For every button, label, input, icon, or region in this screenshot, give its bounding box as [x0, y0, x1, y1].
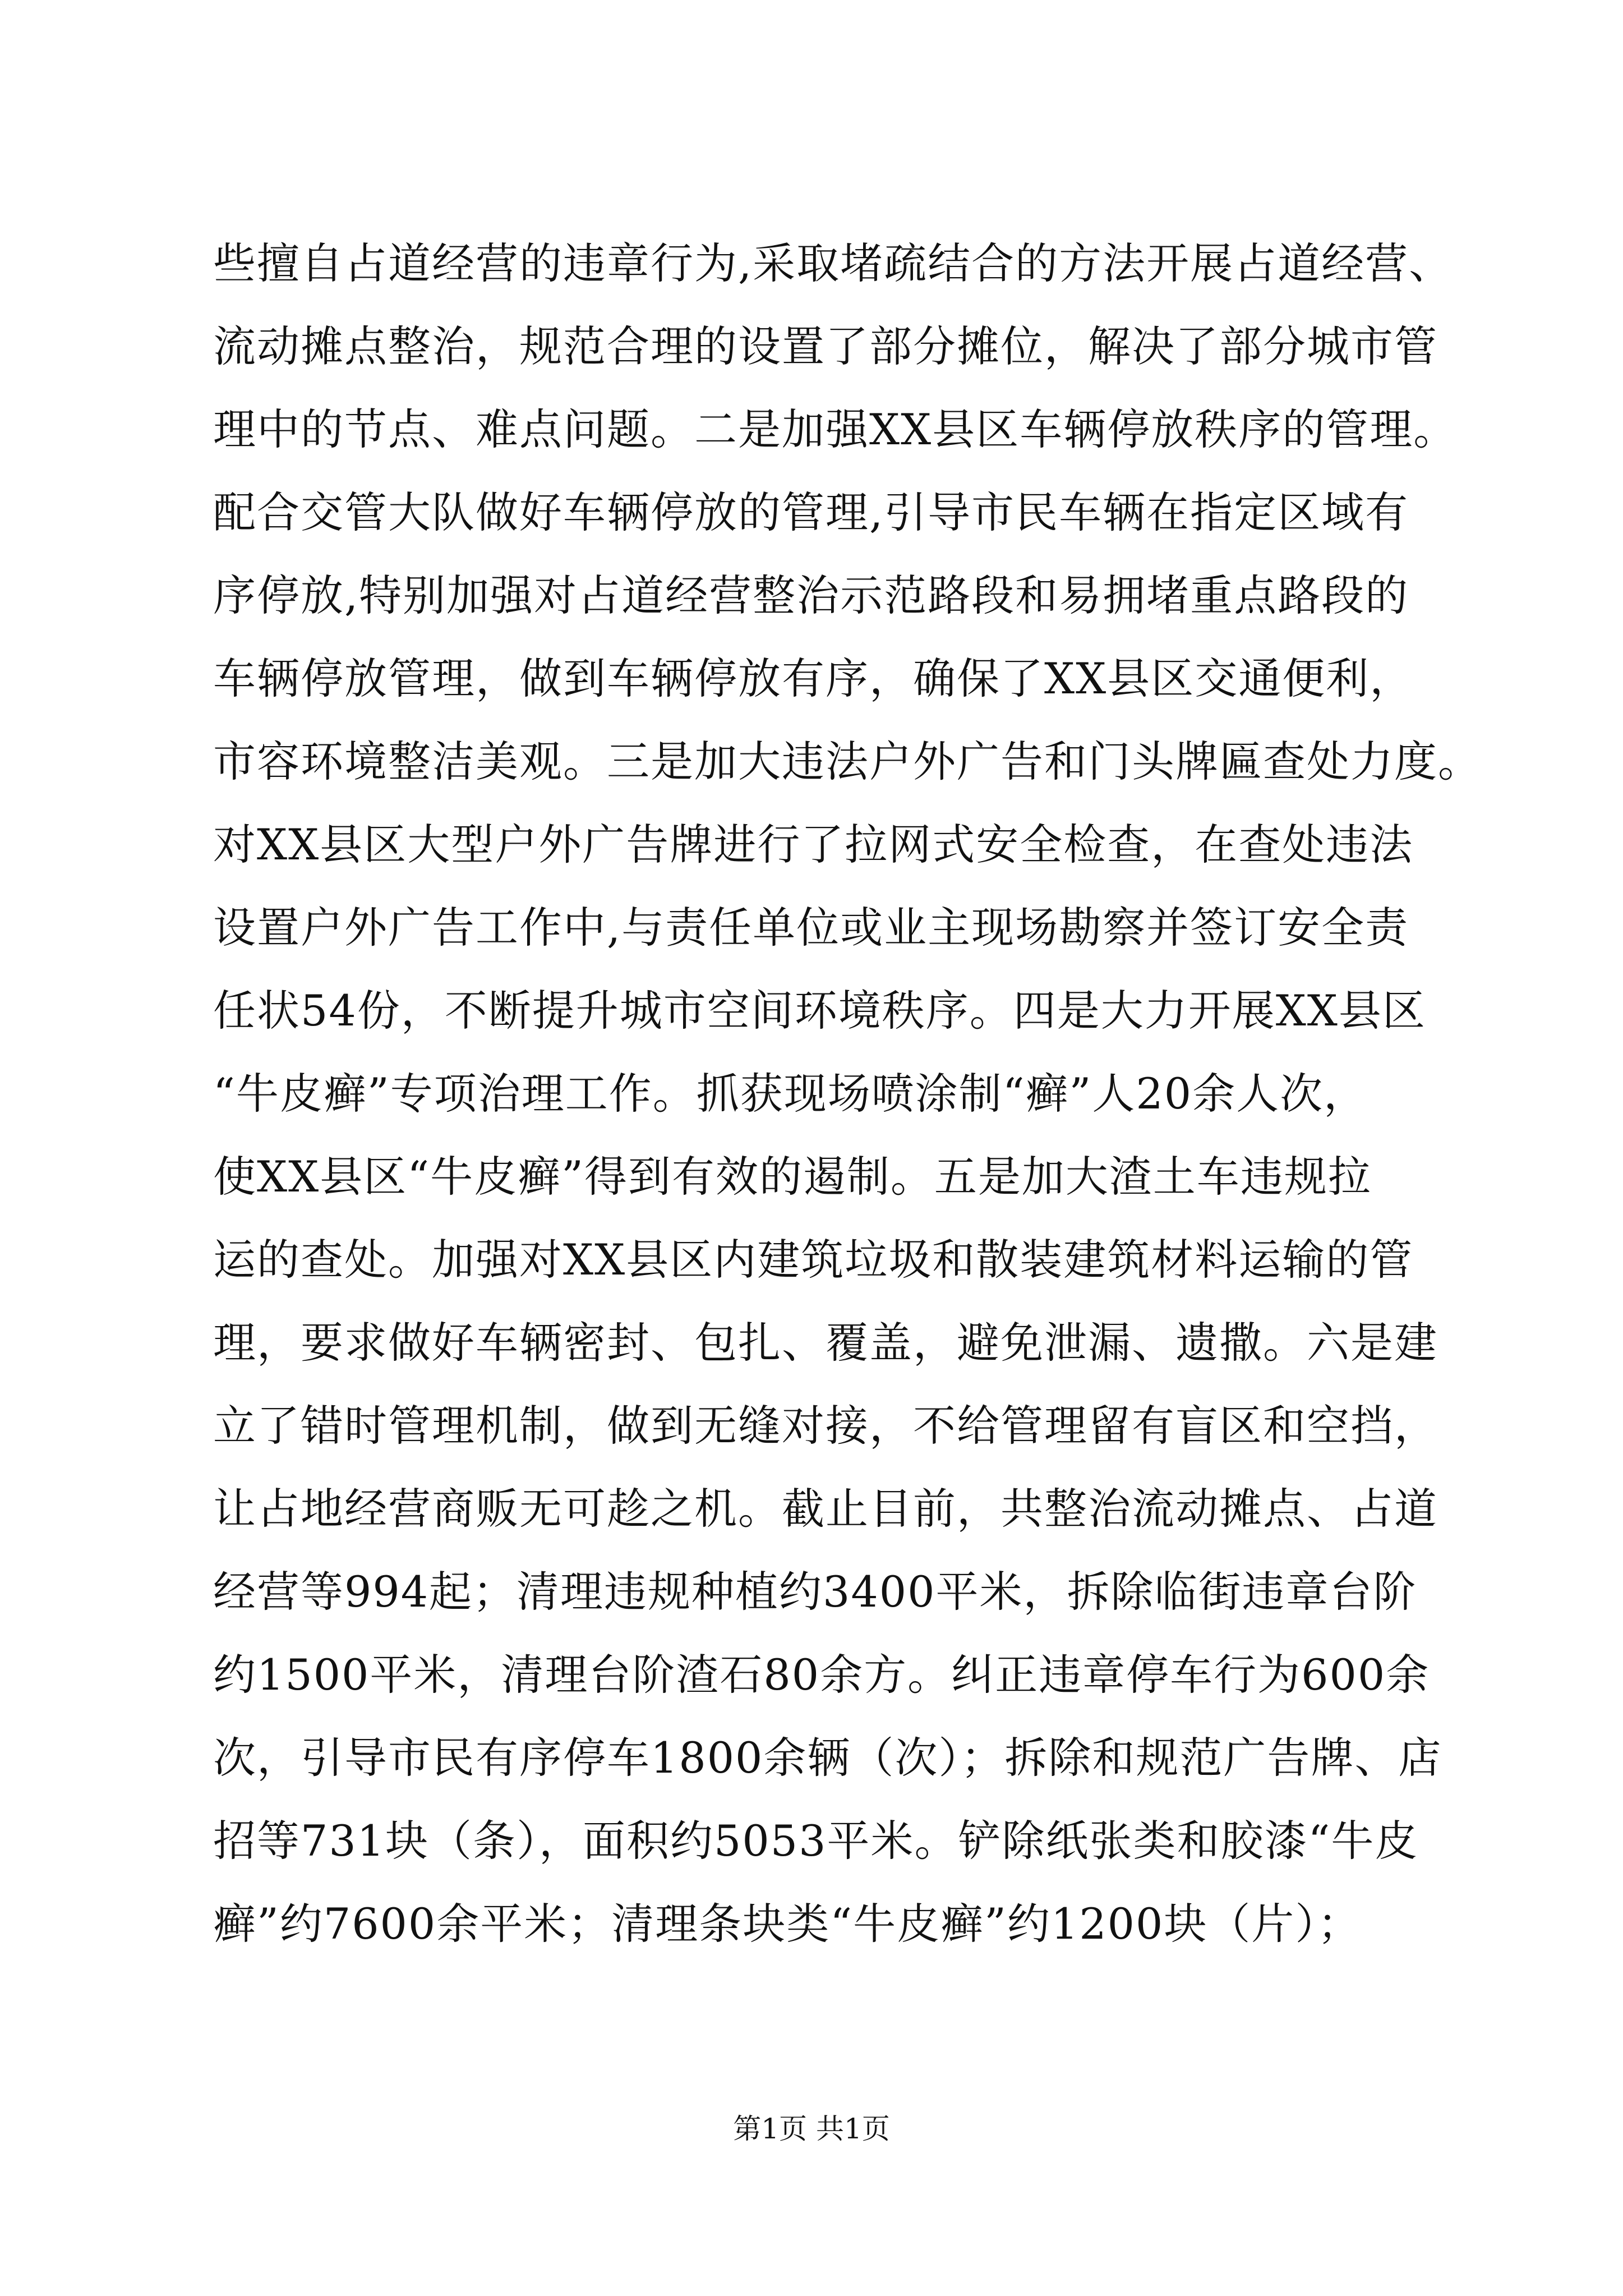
- text-line: 经营等994起；清理违规种植约3400平米，拆除临街违章台阶: [213, 1567, 1417, 1617]
- text-line: 理中的节点、难点问题。二是加强XX县区车辆停放秩序的管理。: [213, 404, 1458, 454]
- text-line: 市容环境整洁美观。三是加大违法户外广告和门头牌匾查处力度。: [213, 737, 1482, 786]
- text-line: 配合交管大队做好车辆停放的管理,引导市民车辆在指定区域有: [213, 487, 1409, 537]
- text-line: 运的查处。加强对XX县区内建筑垃圾和散装建筑材料运输的管: [213, 1235, 1414, 1285]
- text-line: 对XX县区大型户外广告牌进行了拉网式安全检查，在查处违法: [213, 820, 1414, 869]
- text-line: 招等731块（条），面积约5053平米。铲除纸张类和胶漆“牛皮: [213, 1816, 1419, 1866]
- text-line: 次，引导市民有序停车1800余辆（次）；拆除和规范广告牌、店: [213, 1733, 1442, 1783]
- text-line: 立了错时管理机制，做到无缝对接，不给管理留有盲区和空挡，: [213, 1401, 1438, 1451]
- text-line: 流动摊点整治，规范合理的设置了部分摊位，解决了部分城市管: [213, 321, 1438, 371]
- body-text: [213, 222, 1481, 1966]
- text-line: 癣”约7600余平米；清理条块类“牛皮癣”约1200块（片）；: [213, 1899, 1362, 1949]
- text-line: 让占地经营商贩无可趁之机。截止目前，共整治流动摊点、占道: [213, 1484, 1438, 1534]
- page-footer: [0, 2109, 1623, 2148]
- text-line: 序停放,特别加强对占道经营整治示范路段和易拥堵重点路段的: [213, 570, 1409, 620]
- text-line: 约1500平米，清理台阶渣石80余方。纠正违章停车行为600余: [213, 1650, 1430, 1700]
- text-line: “牛皮癣”专项治理工作。抓获现场喷涂制“癣”人20余人次，: [213, 1069, 1368, 1119]
- text-line: 理，要求做好车辆密封、包扎、覆盖，避免泄漏、遗撒。六是建: [213, 1318, 1438, 1368]
- text-line: 使XX县区“牛皮癣”得到有效的遏制。五是加大渣土车违规拉: [213, 1152, 1372, 1202]
- text-line: 设置户外广告工作中,与责任单位或业主现场勘察并签订安全责: [213, 903, 1409, 953]
- page-number: 第1页 共1页: [733, 2113, 890, 2145]
- text-line: 车辆停放管理，做到车辆停放有序，确保了XX县区交通便利，: [213, 654, 1414, 703]
- text-line: 任状54份，不断提升城市空间环境秩序。四是大力开展XX县区: [213, 986, 1426, 1036]
- text-line: 些擅自占道经营的违章行为,采取堵疏结合的方法开展占道经营、: [213, 238, 1453, 288]
